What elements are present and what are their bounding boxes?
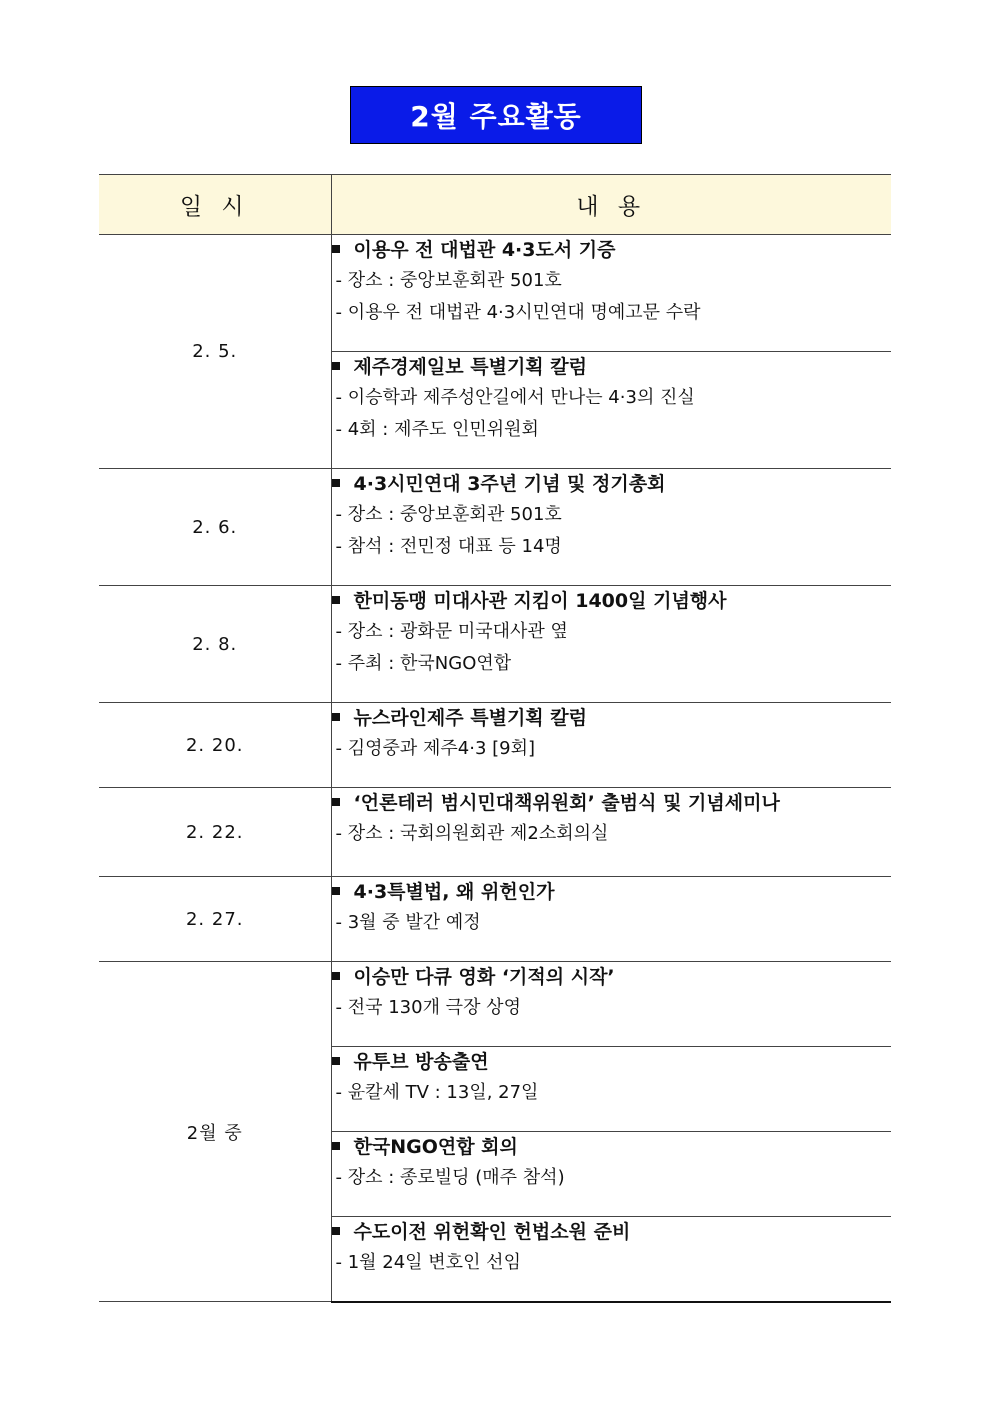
- schedule-table: [99, 174, 891, 1303]
- item-heading: 뉴스라인제주 특별기획 칼럼: [332, 703, 892, 733]
- square-bullet-icon: [332, 245, 340, 253]
- date-cell: 2. 6.: [99, 469, 331, 586]
- item-detail: - 윤칼세 TV : 13일, 27일: [335, 1082, 539, 1103]
- table-row: [99, 469, 891, 586]
- item-heading: 수도이전 위헌확인 헌법소원 준비: [332, 1217, 892, 1247]
- item-heading: ‘언론테러 범시민대책위원회’ 출범식 및 기념세미나: [332, 788, 892, 818]
- content-cell: [331, 352, 891, 469]
- item-detail: - 장소 : 중앙보훈회관 501호: [335, 504, 562, 525]
- content-cell: [331, 586, 891, 703]
- square-bullet-icon: [332, 713, 340, 721]
- square-bullet-icon: [332, 1142, 340, 1150]
- item-detail: - 이승학과 제주성안길에서 만나는 4·3의 진실: [335, 387, 695, 408]
- table-row: [99, 877, 891, 962]
- table-row: [99, 703, 891, 788]
- content-cell: [331, 788, 891, 877]
- item-heading: 4·3특별법, 왜 위헌인가: [332, 877, 892, 907]
- item-detail: - 주최 : 한국NGO연합: [335, 653, 512, 674]
- date-cell: 2. 5.: [99, 235, 331, 469]
- date-cell: 2월 중: [99, 962, 331, 1302]
- content-cell: [331, 1047, 891, 1132]
- item-detail: - 이용우 전 대법관 4·3시민연대 명예고문 수락: [335, 302, 701, 323]
- page-title: 2월 주요활동: [350, 86, 642, 144]
- table-row: [99, 235, 891, 352]
- content-cell: [331, 1217, 891, 1302]
- header-date: 일 시: [99, 175, 331, 235]
- item-heading: 4·3시민연대 3주년 기념 및 정기총회: [332, 469, 892, 499]
- date-cell: 2. 20.: [99, 703, 331, 788]
- square-bullet-icon: [332, 479, 340, 487]
- square-bullet-icon: [332, 596, 340, 604]
- table-row: [99, 962, 891, 1047]
- square-bullet-icon: [332, 972, 340, 980]
- content-cell: [331, 1132, 891, 1217]
- item-detail: - 장소 : 광화문 미국대사관 옆: [335, 621, 568, 642]
- header-content: 내 용: [331, 175, 891, 235]
- item-heading: 한국NGO연합 회의: [332, 1132, 892, 1162]
- square-bullet-icon: [332, 798, 340, 806]
- content-cell: [331, 877, 891, 962]
- item-detail: - 1월 24일 변호인 선임: [335, 1252, 521, 1273]
- content-cell: [331, 962, 891, 1047]
- item-detail: - 장소 : 중앙보훈회관 501호: [335, 270, 562, 291]
- item-heading: 이용우 전 대법관 4·3도서 기증: [332, 235, 892, 265]
- content-cell: [331, 235, 891, 352]
- item-detail: - 참석 : 전민정 대표 등 14명: [335, 536, 562, 557]
- content-cell: [331, 703, 891, 788]
- item-detail: - 전국 130개 극장 상영: [335, 997, 521, 1018]
- date-cell: 2. 27.: [99, 877, 331, 962]
- item-heading: 한미동맹 미대사관 지킴이 1400일 기념행사: [332, 586, 892, 616]
- square-bullet-icon: [332, 887, 340, 895]
- item-detail: - 장소 : 국회의원회관 제2소회의실: [335, 823, 609, 844]
- date-cell: 2. 8.: [99, 586, 331, 703]
- table-row: [99, 586, 891, 703]
- item-detail: - 장소 : 종로빌딩 (매주 참석): [335, 1167, 565, 1188]
- square-bullet-icon: [332, 1227, 340, 1235]
- item-detail: - 4회 : 제주도 인민위원회: [335, 419, 539, 440]
- item-detail: - 김영중과 제주4·3 [9회]: [335, 738, 535, 759]
- item-heading: 이승만 다큐 영화 ‘기적의 시작’: [332, 962, 892, 992]
- item-heading: 제주경제일보 특별기획 칼럼: [332, 352, 892, 382]
- item-detail: - 3월 중 발간 예정: [335, 912, 481, 933]
- square-bullet-icon: [332, 362, 340, 370]
- table-row: [99, 788, 891, 877]
- content-cell: [331, 469, 891, 586]
- square-bullet-icon: [332, 1057, 340, 1065]
- date-cell: 2. 22.: [99, 788, 331, 877]
- item-heading: 유투브 방송출연: [332, 1047, 892, 1077]
